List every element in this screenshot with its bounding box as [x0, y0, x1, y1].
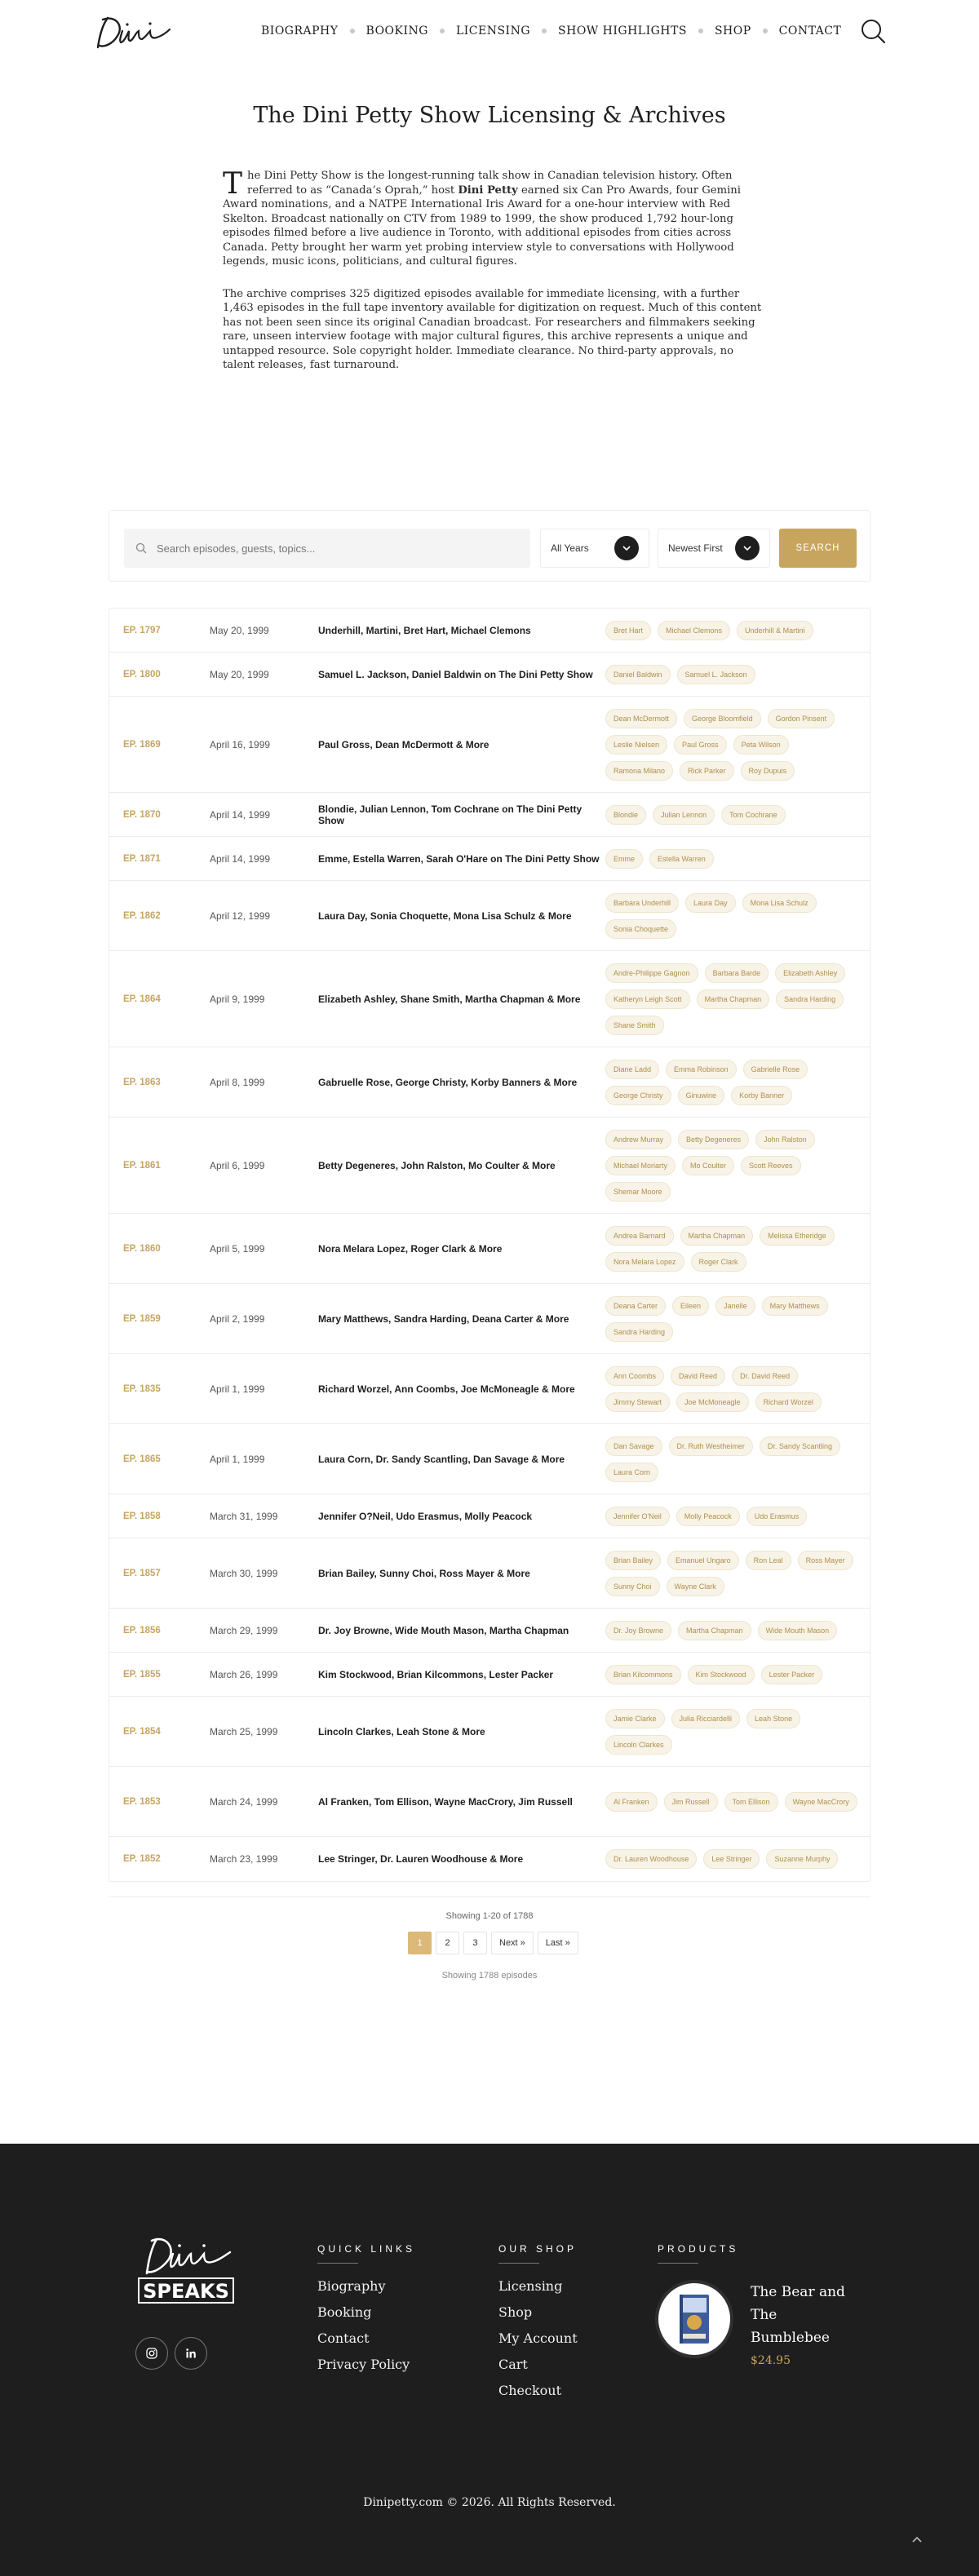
- linkedin-icon[interactable]: [175, 2337, 207, 2370]
- guest-tag[interactable]: Samuel L. Jackson: [677, 665, 755, 684]
- guest-tag[interactable]: Sunny Choi: [605, 1577, 660, 1596]
- episode-title[interactable]: Jennifer O?Neil, Udo Erasmus, Molly Peacock: [318, 1510, 533, 1522]
- pagination: [408, 1932, 583, 1954]
- guest-tag[interactable]: Laura Corn: [605, 1463, 658, 1482]
- episode-title[interactable]: Betty Degeneres, John Ralston, Mo Coulter & More: [318, 1159, 556, 1171]
- guest-tag[interactable]: Estella Warren: [649, 849, 714, 869]
- guest-tag[interactable]: Sandra Harding: [776, 989, 844, 1009]
- episode-title[interactable]: Underhill, Martini, Bret Hart, Michael Clemons: [318, 624, 531, 636]
- episode-date: March 24, 1999: [210, 1795, 278, 1808]
- guest-tag[interactable]: Rick Parker: [680, 761, 734, 781]
- guest-tag[interactable]: Gordon Pinsent: [768, 709, 835, 728]
- episode-title[interactable]: Laura Day, Sonia Choquette, Mona Lisa Schulz & More: [318, 910, 572, 922]
- shop-heading: OUR SHOP: [498, 2243, 578, 2255]
- table-row[interactable]: [109, 1653, 870, 1697]
- episode-date: April 2, 1999: [210, 1312, 265, 1325]
- table-row[interactable]: [109, 1538, 870, 1609]
- guest-tags: [605, 1547, 866, 1600]
- episode-date: May 20, 1999: [210, 624, 269, 636]
- table-row[interactable]: [109, 793, 870, 837]
- guest-tag[interactable]: Mona Lisa Schulz: [742, 893, 817, 913]
- episode-date: April 14, 1999: [210, 808, 271, 821]
- intro-text-a: he Dini Petty Show is the longest-running talk show in Canadian television history. Often referred to as “Canada’s Oprah,” host: [247, 170, 733, 197]
- guest-tag[interactable]: Dr. David Reed: [732, 1366, 798, 1386]
- episode-date: March 26, 1999: [210, 1668, 278, 1680]
- total-episodes: Showing 1788 episodes: [441, 1971, 538, 1981]
- main-nav: [261, 24, 841, 38]
- episode-date: March 29, 1999: [210, 1624, 278, 1636]
- intro-paragraph-1: [223, 169, 764, 269]
- guest-tag[interactable]: Michael Moriarty: [605, 1156, 676, 1175]
- guest-tag[interactable]: Michael Clemons: [658, 621, 730, 640]
- guest-tag[interactable]: Eileen: [672, 1296, 709, 1316]
- guest-tags: [605, 846, 866, 872]
- table-row[interactable]: [109, 881, 870, 951]
- guest-tag[interactable]: Blondie: [605, 805, 646, 825]
- product-image[interactable]: [658, 2283, 730, 2355]
- episode-number: EP. 1856: [123, 1625, 161, 1635]
- episode-number: EP. 1852: [123, 1854, 161, 1864]
- guest-tag[interactable]: Kim Stockwood: [688, 1665, 755, 1684]
- shop-column: [498, 2243, 578, 2404]
- footer-link-privacy-policy[interactable]: Privacy Policy: [317, 2357, 410, 2372]
- guest-tag[interactable]: Laura Day: [685, 893, 736, 913]
- guest-tag[interactable]: Roy Dupuis: [741, 761, 795, 781]
- guest-tag[interactable]: Betty Degeneres: [678, 1130, 749, 1149]
- table-row[interactable]: [109, 1767, 870, 1837]
- guest-tag[interactable]: Deana Carter: [605, 1296, 666, 1316]
- episode-number: EP. 1860: [123, 1243, 161, 1254]
- guest-tag[interactable]: Nora Melara Lopez: [605, 1252, 684, 1272]
- episode-number: EP. 1857: [123, 1568, 161, 1578]
- intro-host-name: Dini Petty: [458, 184, 518, 197]
- table-row[interactable]: [109, 1837, 870, 1881]
- guest-tag[interactable]: Emma Robinson: [666, 1060, 737, 1079]
- guest-tag[interactable]: Lester Packer: [761, 1665, 823, 1684]
- table-row[interactable]: [109, 609, 870, 653]
- episode-title[interactable]: Brian Bailey, Sunny Choi, Ross Mayer & More: [318, 1567, 530, 1579]
- guest-tag[interactable]: Dean McDermott: [605, 709, 677, 728]
- year-select-label: All Years: [551, 542, 589, 554]
- episode-date: April 12, 1999: [210, 910, 271, 922]
- episode-table: [109, 608, 870, 1882]
- guest-tag[interactable]: Suzanne Murphy: [766, 1849, 838, 1869]
- table-row[interactable]: [109, 1214, 870, 1284]
- episode-date: April 16, 1999: [210, 738, 271, 750]
- guest-tag[interactable]: Julian Lennon: [653, 805, 715, 825]
- products-heading: PRODUCTS: [658, 2243, 739, 2255]
- guest-tag[interactable]: Ann Coombs: [605, 1366, 664, 1386]
- guest-tags: [605, 1618, 866, 1644]
- table-row[interactable]: [109, 653, 870, 697]
- nav-separator: [542, 29, 547, 33]
- showing-count: Showing 1-20 of 1788: [445, 1911, 534, 1921]
- guest-tag[interactable]: Wayne Clark: [667, 1577, 724, 1596]
- guest-tag[interactable]: Brian Bailey: [605, 1551, 661, 1570]
- episode-date: April 14, 1999: [210, 852, 271, 865]
- guest-tag[interactable]: Martha Chapman: [680, 1226, 754, 1246]
- copyright: Dinipetty.com © 2026. All Rights Reserved.: [363, 2496, 616, 2509]
- guest-tag[interactable]: Udo Erasmus: [746, 1507, 808, 1526]
- episode-title[interactable]: Gabruelle Rose, George Christy, Korby Banners & More: [318, 1076, 578, 1088]
- episode-date: March 23, 1999: [210, 1853, 278, 1865]
- guest-tag[interactable]: Peta Wilson: [733, 735, 789, 755]
- page-2-link[interactable]: 2: [436, 1932, 459, 1954]
- heading-underline: [658, 2263, 698, 2264]
- guest-tag[interactable]: Tom Ellison: [724, 1792, 778, 1812]
- guest-tag[interactable]: Martha Chapman: [678, 1621, 751, 1640]
- guest-tags: [605, 1126, 866, 1205]
- table-row[interactable]: [109, 1494, 870, 1538]
- guest-tag[interactable]: Janelle: [715, 1296, 755, 1316]
- guest-tag[interactable]: Jamie Clarke: [605, 1709, 665, 1728]
- episode-date: March 30, 1999: [210, 1567, 278, 1579]
- quick-links-heading: QUICK LINKS: [317, 2243, 416, 2255]
- guest-tags: [605, 1056, 866, 1109]
- episode-title[interactable]: Mary Matthews, Sandra Harding, Deana Carter & More: [318, 1312, 569, 1325]
- guest-tag[interactable]: Scott Reeves: [741, 1156, 801, 1175]
- guest-tags: [605, 1662, 866, 1688]
- guest-tag[interactable]: Richard Worzel: [755, 1392, 822, 1412]
- episode-date: March 25, 1999: [210, 1725, 278, 1737]
- table-row[interactable]: [109, 1354, 870, 1424]
- guest-tag[interactable]: Andrew Murray: [605, 1130, 671, 1149]
- guest-tag[interactable]: Tom Cochrane: [721, 805, 786, 825]
- table-row[interactable]: [109, 1118, 870, 1214]
- table-row[interactable]: [109, 1424, 870, 1494]
- guest-tag[interactable]: Emme: [605, 849, 643, 869]
- nav-licensing[interactable]: LICENSING: [455, 24, 531, 38]
- guest-tag[interactable]: Sandra Harding: [605, 1322, 673, 1342]
- guest-tags: [605, 1846, 866, 1872]
- search-field-wrap: [124, 529, 530, 568]
- episode-title[interactable]: Al Franken, Tom Ellison, Wayne MacCrory, Jim Russell: [318, 1795, 573, 1808]
- guest-tag[interactable]: Ramona Milano: [605, 761, 673, 781]
- svg-text:SPEAKS: SPEAKS: [143, 2280, 229, 2303]
- guest-tag[interactable]: Underhill & Martini: [737, 621, 813, 640]
- guest-tag[interactable]: Roger Clark: [691, 1252, 746, 1272]
- episode-number: EP. 1800: [123, 669, 161, 679]
- nav-separator: [763, 29, 768, 33]
- nav-biography[interactable]: BIOGRAPHY: [261, 24, 339, 38]
- guest-tag[interactable]: Mary Matthews: [762, 1296, 828, 1316]
- episode-title[interactable]: Elizabeth Ashley, Shane Smith, Martha Chapman & More: [318, 993, 581, 1005]
- episode-date: April 1, 1999: [210, 1383, 265, 1395]
- footer-link-biography[interactable]: Biography: [317, 2278, 386, 2294]
- table-row[interactable]: [109, 1697, 870, 1767]
- guest-tags: [605, 662, 866, 688]
- guest-tag[interactable]: George Christy: [605, 1086, 671, 1105]
- order-select[interactable]: [658, 529, 770, 568]
- guest-tag[interactable]: John Ralston: [755, 1130, 815, 1149]
- footer-link-my-account[interactable]: My Account: [498, 2330, 578, 2346]
- order-select-label: Newest First: [668, 542, 723, 554]
- guest-tag[interactable]: Lee Stringer: [703, 1849, 760, 1869]
- guest-tag[interactable]: Gabrielle Rose: [743, 1060, 808, 1079]
- page-title: The Dini Petty Show Licensing & Archives: [253, 103, 726, 128]
- chevron-down-icon: [735, 536, 760, 560]
- nav-shop[interactable]: SHOP: [714, 24, 751, 38]
- search-button[interactable]: SEARCH: [779, 529, 857, 568]
- table-row[interactable]: [109, 697, 870, 793]
- episode-title[interactable]: Richard Worzel, Ann Coombs, Joe McMoneagle & More: [318, 1383, 575, 1395]
- table-row[interactable]: [109, 1047, 870, 1118]
- dini-speaks-logo[interactable]: [135, 2228, 237, 2306]
- footer-link-cart[interactable]: Cart: [498, 2357, 528, 2372]
- guest-tag[interactable]: Leslie Nielsen: [605, 735, 667, 755]
- page-3-link[interactable]: 3: [463, 1932, 487, 1954]
- guest-tag[interactable]: Ron Leal: [746, 1551, 791, 1570]
- heading-underline: [317, 2263, 358, 2264]
- episode-number: EP. 1835: [123, 1383, 161, 1394]
- footer-link-licensing[interactable]: Licensing: [498, 2278, 563, 2294]
- guest-tags: [605, 890, 866, 942]
- magnifier-icon: [135, 542, 147, 554]
- episode-title[interactable]: Paul Gross, Dean McDermott & More: [318, 738, 490, 750]
- next-page-link[interactable]: Next »: [491, 1932, 534, 1954]
- guest-tag[interactable]: Daniel Baldwin: [605, 665, 671, 684]
- guest-tag[interactable]: Jim Russell: [664, 1792, 718, 1812]
- guest-tag[interactable]: Dr. Sandy Scantling: [760, 1436, 840, 1456]
- search-input[interactable]: [157, 542, 516, 555]
- episode-title[interactable]: Dr. Joy Browne, Wide Mouth Mason, Martha Chapman: [318, 1624, 569, 1636]
- guest-tag[interactable]: Jimmy Stewart: [605, 1392, 670, 1412]
- guest-tag[interactable]: Julia Ricciardelli: [671, 1709, 741, 1728]
- guest-tag[interactable]: George Bloomfield: [684, 709, 761, 728]
- intro-text-b: earned six Can Pro Awards, four Gemini Award nominations, and a NATPE International Iris Award for a one-hour interview with Red Skelton. Broadcast nationally on CTV from 1989 to 1999, the show produced 1,792 hour-long episodes filmed before a live audience in Toronto, with additional episodes from cities across Canada. Petty brought her warm yet probing interview style to conversations with Hollywood legends, music icons, politicians, and cultural figures.: [223, 184, 742, 268]
- guest-tag[interactable]: Andrea Barnard: [605, 1226, 674, 1246]
- guest-tag[interactable]: Ross Mayer: [798, 1551, 853, 1570]
- guest-tag[interactable]: Ginuwine: [678, 1086, 725, 1105]
- episode-title[interactable]: Laura Corn, Dr. Sandy Scantling, Dan Savage & More: [318, 1453, 565, 1465]
- episode-number: EP. 1797: [123, 625, 161, 635]
- episode-number: EP. 1870: [123, 809, 161, 820]
- guest-tag[interactable]: Elizabeth Ashley: [775, 963, 845, 983]
- guest-tag[interactable]: Andre-Philippe Gagnon: [605, 963, 698, 983]
- guest-tag[interactable]: Al Franken: [605, 1792, 658, 1812]
- heading-underline: [498, 2263, 539, 2264]
- site-footer: [0, 2144, 979, 2576]
- intro-paragraph-2: The archive comprises 325 digitized episodes available for immediate licensing, with a further 1,463 episodes in the full tape inventory available for digitization on request. Much of this content has not been seen since its original Canadian broadcast. For researchers and filmmakers seeking rare, unseen interview footage with major cultural figures, this archive represents a unique and untapped resource. Sole copyright holder. Immediate clearance. No third-party approvals, no talent releases, fast turnaround.: [223, 287, 762, 371]
- table-row[interactable]: [109, 1609, 870, 1653]
- guest-tag[interactable]: David Reed: [671, 1366, 725, 1386]
- episode-title[interactable]: Samuel L. Jackson, Daniel Baldwin on The Dini Petty Show: [318, 668, 593, 680]
- episode-date: April 9, 1999: [210, 993, 265, 1005]
- year-select[interactable]: [540, 529, 649, 568]
- guest-tags: [605, 617, 866, 644]
- guest-tag[interactable]: Barbara Underhill: [605, 893, 679, 913]
- dini-logo[interactable]: [91, 11, 173, 54]
- page-1-link[interactable]: 1: [408, 1932, 432, 1954]
- guest-tag[interactable]: Paul Gross: [674, 735, 727, 755]
- episode-number: EP. 1865: [123, 1454, 161, 1464]
- guest-tag[interactable]: Wayne MacCrory: [785, 1792, 857, 1812]
- guest-tag[interactable]: Korby Banner: [731, 1086, 792, 1105]
- guest-tag[interactable]: Sonia Choquette: [605, 919, 676, 939]
- guest-tag[interactable]: Dr. Ruth Westheimer: [669, 1436, 753, 1456]
- guest-tags: [605, 802, 866, 828]
- guest-tag[interactable]: Jennifer O'Neil: [605, 1507, 670, 1526]
- episode-title[interactable]: Kim Stockwood, Brian Kilcommons, Lester Packer: [318, 1668, 554, 1680]
- chevron-down-icon: [614, 536, 639, 560]
- intro-text: [223, 169, 764, 391]
- episode-title[interactable]: Lee Stringer, Dr. Lauren Woodhouse & More: [318, 1853, 524, 1865]
- guest-tags: [605, 1503, 866, 1529]
- guest-tags: [605, 1433, 866, 1485]
- guest-tag[interactable]: Katheryn Leigh Scott: [605, 989, 690, 1009]
- episode-date: May 20, 1999: [210, 668, 269, 680]
- episode-number: EP. 1855: [123, 1669, 161, 1680]
- nav-contact[interactable]: CONTACT: [778, 24, 842, 38]
- guest-tag[interactable]: Dr. Joy Browne: [605, 1621, 671, 1640]
- guest-tag[interactable]: Molly Peacock: [676, 1507, 740, 1526]
- guest-tag[interactable]: Martha Chapman: [697, 989, 770, 1009]
- footer-link-shop[interactable]: Shop: [498, 2304, 533, 2320]
- episode-date: April 1, 1999: [210, 1453, 265, 1465]
- episode-number: EP. 1864: [123, 994, 161, 1004]
- footer-link-contact[interactable]: Contact: [317, 2330, 370, 2346]
- episode-number: EP. 1862: [123, 910, 161, 921]
- episode-title[interactable]: Emme, Estella Warren, Sarah O'Hare on The Dini Petty Show: [318, 852, 600, 865]
- dropcap: T: [223, 167, 243, 201]
- last-page-link[interactable]: Last »: [538, 1932, 578, 1954]
- episode-number: EP. 1858: [123, 1511, 161, 1521]
- episode-date: April 8, 1999: [210, 1076, 265, 1088]
- footer-link-booking[interactable]: Booking: [317, 2304, 372, 2320]
- nav-separator: [698, 29, 703, 33]
- guest-tag[interactable]: Dr. Lauren Woodhouse: [605, 1849, 697, 1869]
- guest-tag[interactable]: Emanuel Ungaro: [667, 1551, 739, 1570]
- episode-number: EP. 1869: [123, 739, 161, 750]
- nav-show-highlights[interactable]: SHOW HIGHLIGHTS: [558, 24, 687, 38]
- guest-tag[interactable]: Lincoln Clarkes: [605, 1735, 672, 1755]
- instagram-icon[interactable]: [135, 2337, 168, 2370]
- episode-number: EP. 1871: [123, 853, 161, 864]
- guest-tags: [605, 1706, 866, 1758]
- guest-tag[interactable]: Shane Smith: [605, 1016, 664, 1035]
- episode-number: EP. 1859: [123, 1313, 161, 1324]
- guest-tags: [605, 960, 866, 1038]
- chevron-up-icon[interactable]: [907, 2530, 927, 2550]
- episode-title[interactable]: Nora Melara Lopez, Roger Clark & More: [318, 1242, 503, 1255]
- episode-number: EP. 1854: [123, 1726, 161, 1737]
- quick-links-column: [317, 2243, 415, 2378]
- episode-date: April 5, 1999: [210, 1242, 265, 1255]
- guest-tags: [605, 1363, 866, 1415]
- table-row[interactable]: [109, 1284, 870, 1354]
- nav-separator: [350, 29, 355, 33]
- guest-tags: [605, 1789, 866, 1815]
- episode-title[interactable]: Lincoln Clarkes, Leah Stone & More: [318, 1725, 485, 1737]
- guest-tags: [605, 1223, 866, 1275]
- guest-tag[interactable]: Brian Kilcommons: [605, 1665, 681, 1684]
- table-row[interactable]: [109, 837, 870, 881]
- episode-number: EP. 1863: [123, 1077, 161, 1087]
- episode-number: EP. 1861: [123, 1160, 161, 1171]
- guest-tag[interactable]: Mo Coulter: [682, 1156, 734, 1175]
- products-column: [658, 2243, 738, 2273]
- guest-tag[interactable]: Joe McMoneagle: [676, 1392, 749, 1412]
- guest-tag[interactable]: Bret Hart: [605, 621, 651, 640]
- site-header: [0, 0, 979, 65]
- guest-tags: [605, 706, 866, 784]
- nav-booking[interactable]: BOOKING: [365, 24, 428, 38]
- guest-tag[interactable]: Melissa Etheridge: [760, 1226, 835, 1246]
- guest-tag[interactable]: Barbara Barde: [705, 963, 769, 983]
- guest-tag[interactable]: Diane Ladd: [605, 1060, 659, 1079]
- episode-title[interactable]: Blondie, Julian Lennon, Tom Cochrane on The Dini Petty Show: [318, 803, 583, 826]
- product-price: $24.95: [751, 2354, 791, 2367]
- footer-link-checkout[interactable]: Checkout: [498, 2383, 562, 2398]
- product-name[interactable]: The Bear and The Bumblebee: [751, 2284, 845, 2346]
- guest-tag[interactable]: Shemar Moore: [605, 1182, 671, 1202]
- episode-number: EP. 1853: [123, 1796, 161, 1807]
- filter-bar: [109, 510, 870, 582]
- episode-date: March 31, 1999: [210, 1510, 278, 1522]
- table-row[interactable]: [109, 951, 870, 1047]
- guest-tag[interactable]: Dan Savage: [605, 1436, 662, 1456]
- search-icon[interactable]: [860, 18, 886, 44]
- episode-date: April 6, 1999: [210, 1159, 265, 1171]
- guest-tags: [605, 1293, 866, 1345]
- guest-tag[interactable]: Wide Mouth Mason: [758, 1621, 838, 1640]
- guest-tag[interactable]: Leah Stone: [746, 1709, 800, 1728]
- nav-separator: [440, 29, 445, 33]
